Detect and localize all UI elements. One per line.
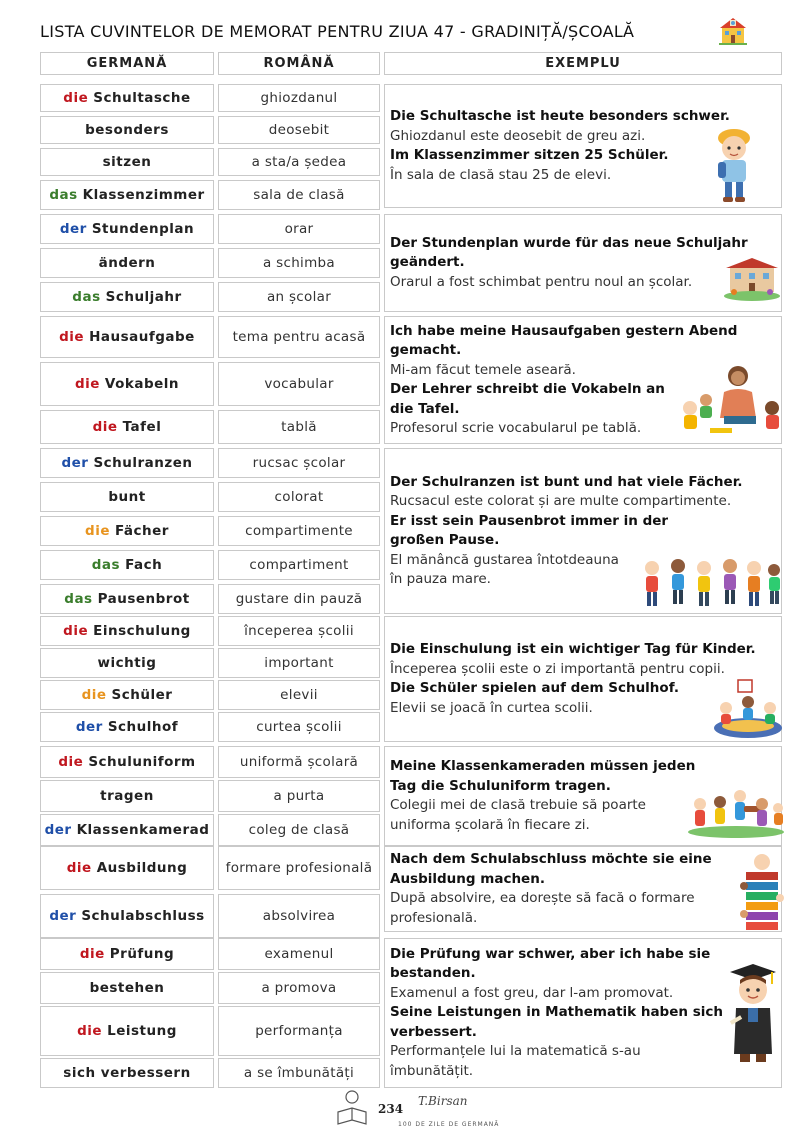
article: die — [79, 946, 105, 962]
german-sentence: bestanden. — [390, 965, 476, 982]
romanian-word-cell — [218, 938, 380, 970]
german-word: Fächer — [114, 523, 169, 539]
german-word: sitzen — [102, 154, 152, 170]
romanian-word: a sta/a ședea — [251, 154, 347, 170]
romanian-word: important — [264, 655, 334, 671]
school-building-icon — [716, 14, 750, 48]
german-word-cell — [40, 1006, 214, 1056]
german-sentence: Nach dem Schulabschluss möchte sie eine — [390, 851, 712, 867]
students-stack-illustration — [740, 852, 784, 940]
romanian-translation: În sala de clasă stau 25 de elevi. — [390, 166, 612, 183]
children-playing-illustration — [712, 676, 784, 740]
romanian-translation: profesională. — [390, 909, 478, 926]
reading-figure-icon — [332, 1088, 372, 1128]
romanian-word-cell — [218, 746, 380, 778]
german-word: Einschulung — [93, 623, 191, 639]
german-sentence: Der Lehrer schreibt die Vokabeln an — [390, 381, 665, 397]
romanian-word: rucsac școlar — [252, 455, 346, 471]
header-example — [384, 52, 782, 75]
german-word: Schulabschluss — [81, 908, 205, 924]
german-word-cell — [40, 550, 214, 580]
german-word: Leistung — [107, 1023, 177, 1039]
german-word-cell — [40, 712, 214, 742]
german-word-cell — [40, 248, 214, 278]
romanian-word-cell — [218, 814, 380, 846]
article: der — [44, 822, 72, 838]
romanian-translation: Începerea școlii este o zi importantă pentru copii. — [390, 660, 725, 677]
romanian-translation: Profesorul scrie vocabularul pe tablă. — [390, 420, 642, 436]
german-word: wichtig — [97, 655, 157, 671]
article: die — [63, 90, 89, 106]
romanian-word: începerea școlii — [244, 623, 354, 639]
romanian-word-cell — [218, 846, 380, 890]
german-sentence: Der Stundenplan wurde für das neue Schuljahr — [390, 234, 748, 251]
romanian-word: curtea școlii — [256, 719, 342, 735]
romanian-word-cell — [218, 116, 380, 144]
schoolboy-illustration — [712, 126, 756, 204]
romanian-word: compartiment — [249, 557, 349, 573]
german-word: Klassenzimmer — [82, 187, 205, 203]
german-word-cell — [40, 938, 214, 970]
german-word: Ausbildung — [96, 860, 188, 876]
school-illustration — [722, 256, 782, 302]
romanian-word: colorat — [274, 489, 324, 505]
german-word-cell — [40, 516, 214, 546]
article: das — [64, 591, 93, 607]
german-word: Schulranzen — [93, 455, 193, 471]
page-title: LISTA CUVINTELOR DE MEMORAT PENTRU ZIUA 47 - GRADINIȚĂ/ȘCOALĂ — [40, 22, 635, 41]
german-word: Schüler — [111, 687, 173, 703]
german-word: Schultasche — [93, 90, 191, 106]
example-cell — [384, 938, 782, 1088]
romanian-word: a promova — [261, 980, 337, 996]
german-word-cell — [40, 648, 214, 678]
german-word: Schuljahr — [105, 289, 182, 305]
romanian-translation: Performanțele lui la matematică s-au — [390, 1043, 641, 1060]
german-sentence: Ich habe meine Hausaufgaben gestern Abend — [390, 322, 738, 339]
article: der — [59, 221, 87, 237]
romanian-translation: în pauza mare. — [390, 571, 491, 587]
german-word-cell — [40, 116, 214, 144]
article: der — [61, 455, 89, 471]
german-word: Hausaufgabe — [89, 329, 195, 345]
example-cell — [384, 846, 782, 932]
german-word: Pausenbrot — [97, 591, 190, 607]
german-word: bunt — [108, 489, 146, 505]
german-word-cell — [40, 148, 214, 176]
german-sentence: Seine Leistungen in Mathematik haben sich — [390, 1004, 723, 1021]
romanian-word-cell — [218, 214, 380, 244]
german-sentence: Im Klassenzimmer sitzen 25 Schüler. — [390, 147, 669, 163]
article: die — [59, 329, 85, 345]
german-sentence: Die Schüler spielen auf dem Schulhof. — [390, 680, 679, 696]
german-word-cell — [40, 894, 214, 938]
german-word-cell — [40, 482, 214, 512]
romanian-translation: uniforma școlară în fiecare zi. — [390, 816, 590, 833]
romanian-word: formare profesională — [225, 860, 373, 876]
german-word-cell — [40, 616, 214, 646]
german-word-cell — [40, 410, 214, 444]
german-word: sich verbessern — [63, 1065, 191, 1081]
german-word: Vokabeln — [104, 376, 180, 392]
romanian-word: examenul — [264, 946, 334, 962]
article: die — [74, 376, 100, 392]
romanian-word: coleg de clasă — [248, 822, 350, 838]
german-sentence: Ausbildung machen. — [390, 870, 545, 887]
article: die — [92, 419, 118, 435]
header-romanian — [218, 52, 380, 75]
german-word-cell — [40, 448, 214, 478]
romanian-word-cell — [218, 616, 380, 646]
romanian-word: gustare din pauză — [235, 591, 363, 607]
german-word-cell — [40, 316, 214, 358]
romanian-word: deosebit — [268, 122, 330, 138]
german-word: tragen — [100, 788, 154, 804]
page-number: 234 — [378, 1102, 404, 1116]
german-word-cell — [40, 814, 214, 846]
article: die — [77, 1023, 103, 1039]
romanian-translation: Orarul a fost schimbat pentru noul an școlar. — [390, 273, 693, 290]
german-word: Klassenkamerad — [76, 822, 210, 838]
article: das — [91, 557, 121, 573]
german-word: ändern — [98, 255, 156, 271]
german-sentence: Meine Klassenkameraden müssen jeden — [390, 758, 696, 774]
article: der — [75, 719, 103, 735]
romanian-word: a se îmbunătăți — [243, 1065, 355, 1081]
romanian-word-cell — [218, 282, 380, 312]
romanian-word-cell — [218, 972, 380, 1004]
article: das — [49, 187, 78, 203]
german-sentence: Der Schulranzen ist bunt und hat viele Fächer. — [390, 473, 743, 490]
romanian-word-cell — [218, 550, 380, 580]
german-word: Fach — [125, 557, 163, 573]
romanian-word-cell — [218, 680, 380, 710]
graduate-illustration — [726, 962, 780, 1066]
german-word-cell — [40, 584, 214, 614]
romanian-word: uniformă școlară — [239, 754, 359, 770]
romanian-word-cell — [218, 248, 380, 278]
german-sentence: Die Schultasche ist heute besonders schwer. — [390, 108, 730, 124]
romanian-word: a purta — [273, 788, 325, 804]
german-sentence: Tag die Schuluniform tragen. — [390, 777, 611, 794]
header-romanian-label: ROMÂNĂ — [263, 56, 335, 71]
romanian-word: sala de clasă — [253, 187, 345, 203]
romanian-word-cell — [218, 780, 380, 812]
german-word-cell — [40, 282, 214, 312]
german-sentence: großen Pause. — [390, 532, 500, 548]
romanian-word-cell — [218, 1006, 380, 1056]
german-word-cell — [40, 1058, 214, 1088]
romanian-word-cell — [218, 410, 380, 444]
series-subtitle: 100 DE ZILE DE GERMANĂ — [398, 1121, 500, 1128]
german-word-cell — [40, 780, 214, 812]
romanian-word-cell — [218, 448, 380, 478]
german-word: Schuluniform — [88, 754, 196, 770]
article: die — [85, 523, 110, 539]
german-word: Schulhof — [107, 719, 179, 735]
romanian-translation: îmbunătățit. — [390, 1062, 474, 1079]
german-word-cell — [40, 972, 214, 1004]
romanian-word: elevii — [280, 687, 318, 703]
romanian-translation: El mănâncă gustarea întotdeauna — [390, 551, 619, 568]
german-word-cell — [40, 84, 214, 112]
romanian-word: ghiozdanul — [260, 90, 338, 106]
romanian-word: performanța — [255, 1023, 343, 1039]
german-word-cell — [40, 214, 214, 244]
romanian-word: absolvirea — [262, 908, 336, 924]
article: die — [58, 754, 84, 770]
german-word-cell — [40, 680, 214, 710]
german-word: Stundenplan — [91, 221, 195, 237]
german-sentence: gemacht. — [390, 342, 462, 358]
german-sentence: Die Prüfung war schwer, aber ich habe sie — [390, 945, 711, 962]
romanian-word: orar — [284, 221, 314, 237]
german-word: bestehen — [89, 980, 165, 996]
header-german-label: GERMANĂ — [86, 56, 168, 71]
romanian-translation: Examenul a fost greu, dar l-am promovat. — [390, 984, 674, 1001]
german-word-cell — [40, 846, 214, 890]
german-word-cell — [40, 362, 214, 406]
classmates-illustration — [686, 786, 786, 838]
romanian-word-cell — [218, 148, 380, 176]
german-sentence: die Tafel. — [390, 400, 460, 417]
romanian-word: vocabular — [264, 376, 334, 392]
german-sentence: Die Einschulung ist ein wichtiger Tag für Kinder. — [390, 641, 756, 657]
romanian-translation: Colegii mei de clasă trebuie să poarte — [390, 797, 646, 813]
header-german — [40, 52, 214, 75]
romanian-word-cell — [218, 894, 380, 938]
article: die — [81, 687, 107, 703]
header-example-label: EXEMPLU — [545, 56, 621, 71]
romanian-word-cell — [218, 84, 380, 112]
romanian-translation: Elevii se joacă în curtea scolii. — [390, 699, 593, 716]
romanian-word-cell — [218, 584, 380, 614]
german-sentence: verbessert. — [390, 1023, 477, 1040]
romanian-word-cell — [218, 362, 380, 406]
teacher-children-illustration — [676, 362, 784, 442]
german-word: besonders — [85, 122, 169, 138]
german-word: Prüfung — [109, 946, 175, 962]
romanian-word-cell — [218, 648, 380, 678]
romanian-word-cell — [218, 180, 380, 210]
romanian-translation: Rucsacul este colorat și are multe compartimente. — [390, 493, 732, 509]
author-signature: T.Birsan — [418, 1094, 468, 1108]
article: die — [63, 623, 89, 639]
romanian-word-cell — [218, 516, 380, 546]
romanian-word: tablă — [281, 419, 317, 435]
article: der — [49, 908, 77, 924]
romanian-word-cell — [218, 316, 380, 358]
romanian-word-cell — [218, 482, 380, 512]
romanian-word: a schimba — [262, 255, 336, 271]
children-group-illustration — [640, 556, 782, 610]
article: das — [72, 289, 101, 305]
german-sentence: Er isst sein Pausenbrot immer in der — [390, 512, 669, 529]
romanian-word-cell — [218, 712, 380, 742]
german-word: Tafel — [122, 419, 162, 435]
romanian-word: tema pentru acasă — [232, 329, 366, 345]
german-sentence: geändert. — [390, 254, 465, 271]
romanian-translation: Mi-am făcut temele aseară. — [390, 361, 576, 378]
romanian-translation: După absolvire, ea dorește să facă o formare — [390, 890, 695, 906]
german-word-cell — [40, 180, 214, 210]
romanian-word-cell — [218, 1058, 380, 1088]
romanian-translation: Ghiozdanul este deosebit de greu azi. — [390, 127, 646, 144]
romanian-word: an școlar — [266, 289, 332, 305]
article: die — [66, 860, 92, 876]
german-word-cell — [40, 746, 214, 778]
romanian-word: compartimente — [245, 523, 353, 539]
